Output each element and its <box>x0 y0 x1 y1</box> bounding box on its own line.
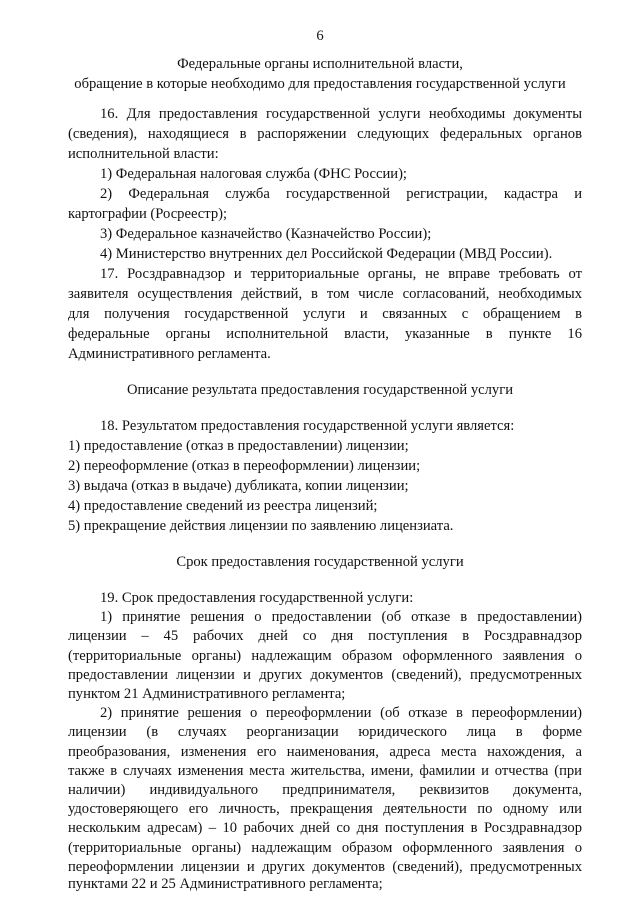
list-item: 4) Министерство внутренних дел Российской Федерации (МВД России). <box>100 246 553 262</box>
paragraph-line: (сведения), находящиеся в распоряжении следующих федеральных органов <box>68 126 582 142</box>
list-item: 5) прекращение действия лицензии по заявлению лицензиата. <box>68 518 454 534</box>
list-item: 2) переоформление (отказ в переоформлении) лицензии; <box>68 458 421 474</box>
paragraph-line: 16. Для предоставления государственной услуги необходимы документы <box>100 106 582 122</box>
list-item: 3) Федеральное казначейство (Казначейство России); <box>100 226 432 242</box>
paragraph-line: наличии) индивидуального предпринимателя, реквизитов документа, <box>68 782 582 798</box>
paragraph-line: нескольким адресам) – 10 рабочих дней со дня поступления в Росздравнадзор <box>68 820 582 837</box>
paragraph-line: преобразования, изменения его наименования, адреса места нахождения, а <box>68 743 582 760</box>
section-heading: Описание результата предоставления государственной услуги <box>126 382 514 398</box>
list-item: 3) выдача (отказ в выдаче) дубликата, копии лицензии; <box>68 478 409 494</box>
paragraph-line: пунктами 22 и 25 Административного регламента; <box>68 876 383 892</box>
list-item: картографии (Росреестр); <box>68 206 228 222</box>
paragraph-line: переоформлении лицензии и других документов (сведений), предусмотренных <box>68 858 582 875</box>
paragraph-line: лицензии – 45 рабочих дней со дня поступления в Росздравнадзор <box>68 628 582 645</box>
paragraph-line: 1) принятие решения о предоставлении (об отказе в предоставлении) <box>100 609 582 626</box>
list-item: 1) предоставление (отказ в предоставлении) лицензии; <box>68 438 409 454</box>
paragraph-line: федеральные органы исполнительной власти, указанные в пункте 16 <box>68 326 582 342</box>
paragraph-line: исполнительной власти: <box>68 146 219 162</box>
paragraph-line: также в случаях изменения места жительства, имени, фамилии и отчества (при <box>68 762 582 779</box>
paragraph-line: пунктом 21 Административного регламента; <box>68 686 346 702</box>
list-item: 1) Федеральная налоговая служба (ФНС России); <box>100 166 407 182</box>
list-item: 4) предоставление сведений из реестра лицензий; <box>68 498 378 514</box>
section-heading: Срок предоставления государственной услуги <box>176 554 464 570</box>
paragraph-line: 2) принятие решения о переоформлении (об отказе в переоформлении) <box>100 705 582 722</box>
paragraph-line: 18. Результатом предоставления государственной услуги является: <box>100 418 515 434</box>
page-number: 6 <box>316 28 324 44</box>
section-heading: Федеральные органы исполнительной власти, <box>177 56 463 72</box>
paragraph-line: для получения государственной услуги и связанных с обращением в <box>68 306 582 322</box>
paragraph-line: лицензии (в случаях реорганизации юридического лица в форме <box>68 724 582 741</box>
paragraph-line: заявителя осуществления действий, в том числе согласований, необходимых <box>68 286 582 302</box>
paragraph-line: 17. Росздравнадзор и территориальные органы, не вправе требовать от <box>100 266 582 282</box>
list-item: 2) Федеральная служба государственной регистрации, кадастра и <box>100 186 582 202</box>
paragraph-line: предоставлении лицензии и других документов (сведений), предусмотренных <box>68 666 582 683</box>
paragraph-line: (территориальные органы) надлежащим образом оформленного заявления о <box>68 647 582 664</box>
paragraph-line: (территориальные органы) надлежащим образом оформленного заявления о <box>68 839 582 856</box>
paragraph-line: Административного регламента. <box>68 346 271 362</box>
paragraph-line: удостоверяющего его личность, прекращения деятельности по одному или <box>68 801 582 818</box>
paragraph-line: 19. Срок предоставления государственной услуги: <box>100 590 414 606</box>
section-heading: обращение в которые необходимо для предоставления государственной услуги <box>74 76 566 92</box>
